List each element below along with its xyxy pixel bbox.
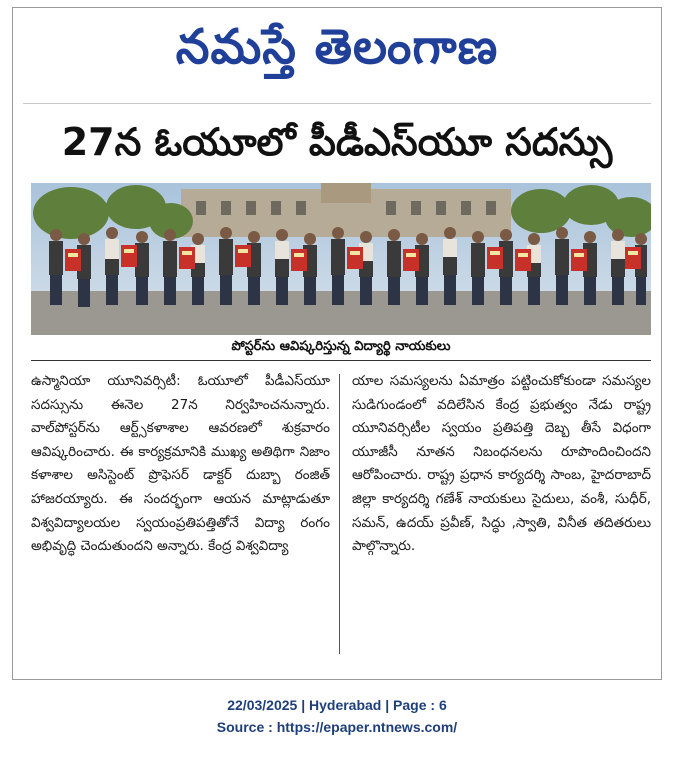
masthead-title: నమస్తే తెలంగాణ bbox=[175, 19, 499, 75]
column-divider bbox=[339, 374, 340, 654]
article-body-left: ఉస్మానియా యూనివర్సిటీ: ఓయూలో పీడీఎస్‌యూ సదస్సును ఈనెల 27న నిర్వహించనున్నారు. వాల్‌పోస్టర్‌ను ఆర్ట్స్‌కళాశాల ఆవరణలో శుక్రవారం ఆవిష్కరించారు. ఈ కార్యక్రమానికి ముఖ్య అతిథిగా నిజాం కళాశాల అసిస్టెంట్ ప్రొఫెసర్ డాక్టర్ దుబ్బా రంజిత్ హాజరయ్యారు. ఈ సందర్భంగా ఆయన మాట్లాడుతూ విశ్వవిద్యాలయల స్వయంప్రతిపత్తితోనే విద్యా రంగం అభివృద్ధి చెందుతుందని అన్నారు. కేంద్ర విశ్వవిద్యా bbox=[31, 373, 330, 555]
newspaper-clipping bbox=[12, 7, 662, 680]
photo-caption-text: పోస్టర్‌ను ఆవిష్కరిస్తున్న విద్యార్థి నాయకులు bbox=[231, 339, 451, 354]
masthead-divider bbox=[23, 103, 651, 104]
headline bbox=[13, 115, 661, 179]
article-column-left bbox=[31, 370, 336, 559]
headline-text: 27న ఓయూలో పీడీఎస్‌యూ సదస్సు bbox=[61, 120, 613, 164]
article-photo bbox=[31, 183, 651, 335]
students-poster-photo bbox=[31, 183, 651, 335]
date-location-page: 22/03/2025 | Hyderabad | Page : 6 bbox=[227, 697, 447, 713]
article-column-right bbox=[346, 370, 651, 559]
source-footer bbox=[0, 694, 674, 738]
photo-caption bbox=[31, 336, 651, 361]
masthead bbox=[13, 8, 661, 98]
source-url: Source : https://epaper.ntnews.com/ bbox=[216, 719, 458, 735]
article-body-right: యాల సమస్యలను ఏమాత్రం పట్టించుకోకుండా సమస్యల సుడిగుండంలో వదిలేసిన కేంద్ర ప్రభుత్వం నేడు రాష్ట్ర యూనివర్సిటీల స్వయం ప్రతిపత్తి దెబ్బ తీసే విధంగా యూజీసీ నూతన నిబంధనలను రూపొందించిందని ఆరోపించారు. రాష్ట్ర ప్రధాన కార్యదర్శి సాంబ, హైదరాబాద్ జిల్లా కార్యదర్శి గణేశ్ నాయకులు సైదులు, వంశీ, సుధీర్, సమన్, ఉదయ్ ప్రవీణ్, సిద్ధు ,స్వాతి, వినీత తదితరులు పాల్గొన్నారు. bbox=[352, 373, 651, 555]
